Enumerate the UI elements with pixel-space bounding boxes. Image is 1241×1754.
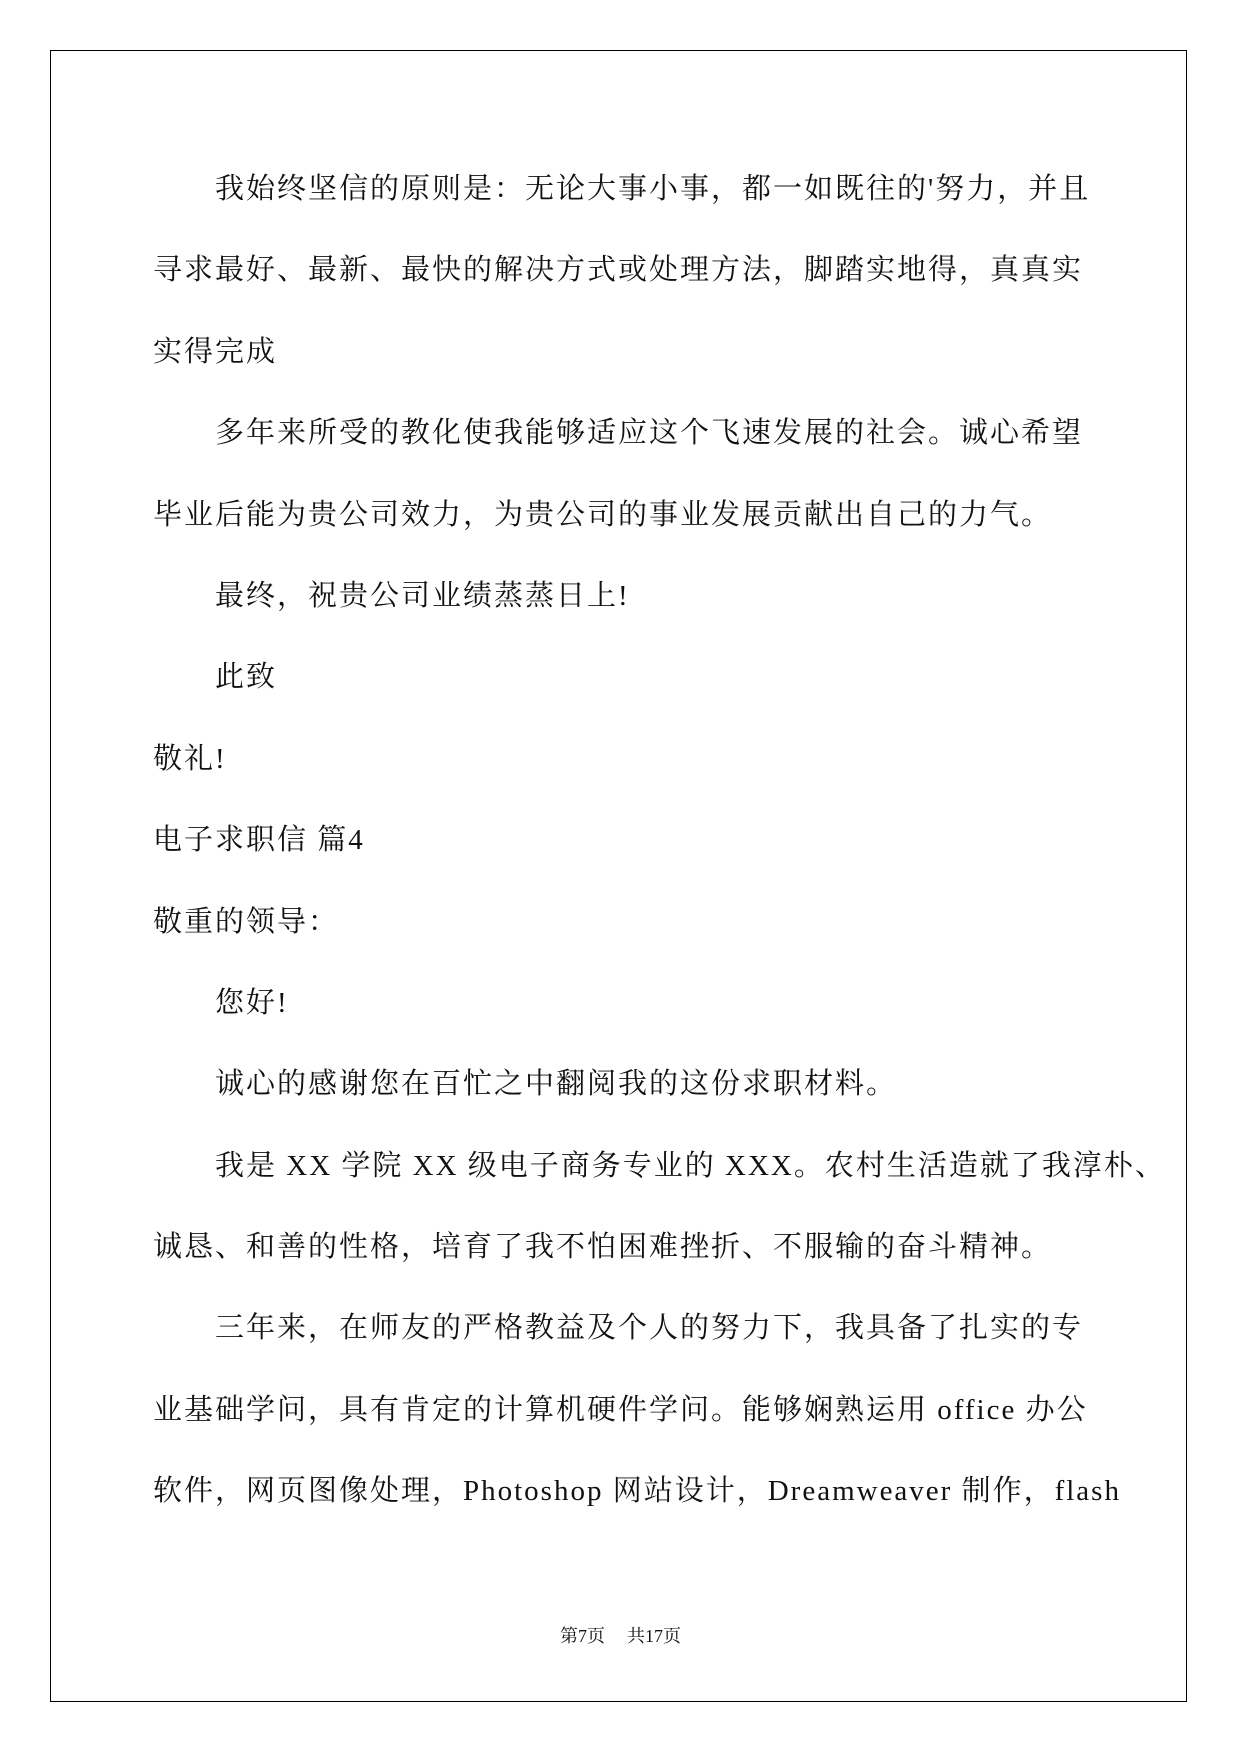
section-heading: 电子求职信 篇4 (153, 824, 365, 857)
text-line: 实得完成 (153, 335, 278, 368)
text-line: 多年来所受的教化使我能够适应这个飞速发展的社会。诚心希望 (215, 417, 1084, 450)
page-number: 第7页 (560, 1626, 605, 1646)
closing-line: 敬礼! (153, 742, 227, 775)
text-line: 诚心的感谢您在百忙之中翻阅我的这份求职材料。 (215, 1068, 898, 1101)
text-line: 我是 XX 学院 XX 级电子商务专业的 XXX。农村生活造就了我淳朴、 (215, 1149, 1166, 1182)
closing-line: 此致 (215, 661, 278, 694)
document-body (153, 149, 1173, 1533)
text-line: 业基础学问，具有肯定的计算机硬件学问。能够娴熟运用 office 办公 (153, 1393, 1088, 1426)
text-line: 三年来，在师友的严格教益及个人的努力下，我具备了扎实的专 (215, 1312, 1084, 1345)
text-line: 毕业后能为贵公司效力，为贵公司的事业发展贡献出自己的力气。 (153, 498, 1053, 531)
page-total: 共17页 (627, 1626, 681, 1646)
text-line: 寻求最好、最新、最快的解决方式或处理方法，脚踏实地得，真真实 (153, 254, 1084, 287)
greeting: 您好! (215, 986, 289, 1019)
text-line: 软件，网页图像处理，Photoshop 网站设计，Dreamweaver 制作，flash (153, 1475, 1121, 1508)
page-footer (0, 1623, 1241, 1649)
text-line: 最终，祝贵公司业绩蒸蒸日上! (215, 579, 630, 612)
text-line: 我始终坚信的原则是：无论大事小事，都一如既往的'努力，并且 (215, 173, 1091, 205)
text-line: 诚恳、和善的性格，培育了我不怕困难挫折、不服输的奋斗精神。 (153, 1231, 1053, 1264)
salutation: 敬重的领导： (153, 905, 340, 938)
